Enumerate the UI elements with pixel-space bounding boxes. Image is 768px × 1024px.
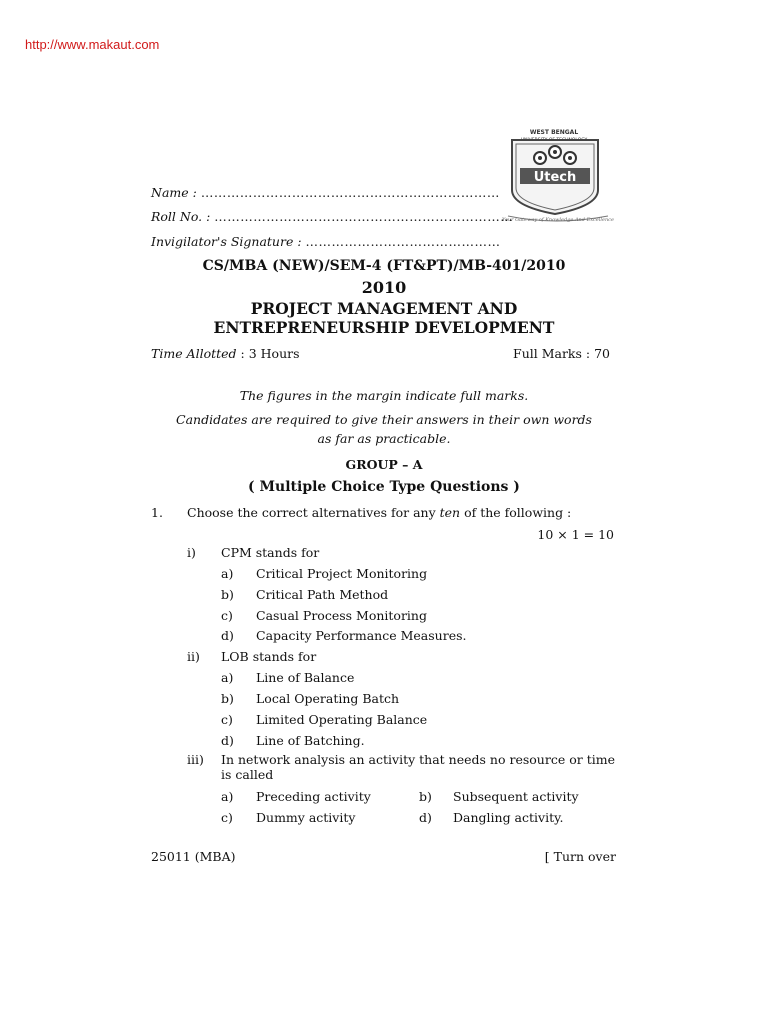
invigilator-signature-field [151,234,501,249]
full-marks: Full Marks : 70 [513,346,610,361]
option-text: Dangling activity. [453,810,564,825]
option-key: c) [221,608,233,623]
option-text: Line of Balance [256,670,355,685]
option-text: Dummy activity [256,810,356,825]
paper-code: CS/MBA (NEW)/SEM-4 (FT&PT)/MB-401/2010 [202,258,566,274]
time-allotted [151,346,300,361]
roll-no-field [151,209,513,224]
option-text: Line of Batching. [256,733,365,748]
name-dots: …………………………………………………………… [200,185,500,200]
roll-no-label: Roll No. : [151,209,211,224]
invigilator-label: Invigilator's Signature : [151,234,302,249]
question-score: 10 × 1 = 10 [537,527,614,542]
option-key: c) [221,810,233,825]
option-text: Critical Path Method [256,587,389,602]
option-text: Casual Process Monitoring [256,608,427,623]
option-key: b) [419,789,432,804]
option-text: Critical Project Monitoring [256,566,428,581]
item-text: CPM stands for [221,545,320,560]
instruction-line-2: Candidates are required to give their answers in their own words [176,412,592,427]
question-prompt [187,505,571,520]
utech-emblem-icon [498,120,618,235]
option-key: a) [221,670,234,685]
question-prompt-pre: Choose the correct alternatives for any [187,505,440,520]
option-text: Capacity Performance Measures. [256,628,467,643]
logo-name: Utech [533,170,577,185]
question-prompt-em: ten [439,505,461,520]
university-logo [498,120,618,235]
logo-top-text: WEST BENGAL [529,129,579,136]
name-label: Name : [151,185,197,200]
question-prompt-post: of the following : [460,505,572,520]
source-url-link[interactable]: http://www.makaut.com [25,37,160,52]
logo-motto: Your Gateway of Knowledge And Excellence [502,217,614,223]
option-key: d) [221,733,234,748]
name-field [151,185,500,200]
instruction-line-3: as far as practicable. [317,431,451,446]
footer-paper-id: 25011 (MBA) [151,849,236,864]
time-value: : 3 Hours [240,346,300,361]
roll-no-dots: …………………………………………………………… [214,209,514,224]
paper-title-line-2: ENTREPRENEURSHIP DEVELOPMENT [213,318,555,337]
item-text: In network analysis an activity that needs no resource or time is called [221,752,615,782]
option-key: d) [221,628,234,643]
paper-title-line-1: PROJECT MANAGEMENT AND [250,299,518,318]
item-numeral: iii) [187,752,204,767]
option-text: Subsequent activity [453,789,579,804]
group-subtitle: ( Multiple Choice Type Questions ) [248,479,520,495]
item-numeral: ii) [187,649,200,664]
option-key: a) [221,789,234,804]
option-key: b) [221,691,234,706]
question-number: 1. [151,505,163,520]
item-text: LOB stands for [221,649,317,664]
group-heading: GROUP – A [345,457,423,472]
option-text: Limited Operating Balance [256,712,428,727]
option-key: b) [221,587,234,602]
instruction-line-1: The figures in the margin indicate full marks. [239,388,529,403]
option-text: Preceding activity [256,789,371,804]
option-text: Local Operating Batch [256,691,400,706]
exam-year: 2010 [361,278,407,297]
option-key: d) [419,810,432,825]
option-key: c) [221,712,233,727]
option-key: a) [221,566,234,581]
invigilator-dots: ……………………………………… [305,234,501,249]
time-label: Time Allotted [151,346,237,361]
item-numeral: i) [187,545,196,560]
footer-turn-over: [ Turn over [544,849,616,864]
